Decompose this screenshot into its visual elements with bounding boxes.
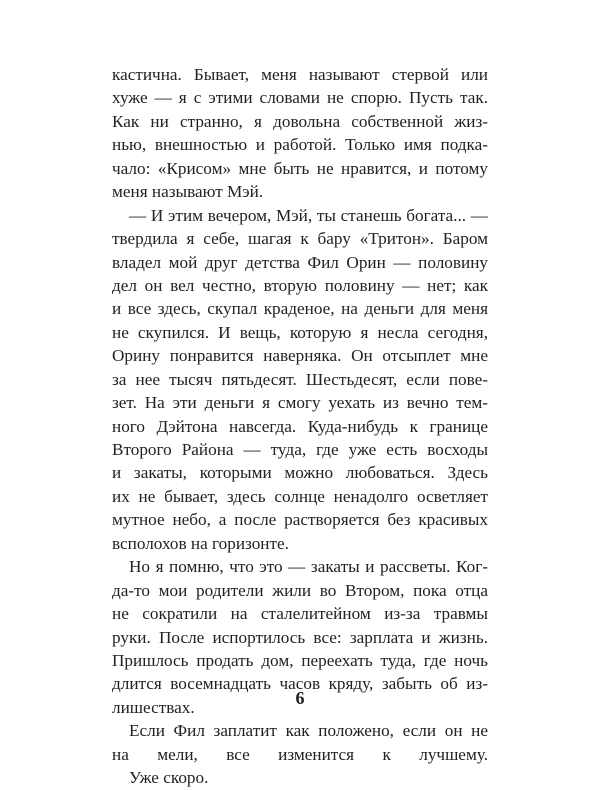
text-line: зет. На эти деньги я смогу уехать из вечно тем- <box>112 393 488 413</box>
text-line: и все здесь, скупал краденое, на деньги для меня <box>112 299 488 319</box>
paragraph <box>112 63 488 204</box>
text-line: меня называют Мэй. <box>112 182 264 202</box>
text-line: хуже — я с этими словами не спорю. Пусть так. <box>112 88 488 108</box>
text-line: на мели, все изменится к лучшему. <box>112 744 488 764</box>
paragraph <box>112 204 488 556</box>
text-line: их не бывает, здесь солнце ненадолго осветляет <box>112 486 488 506</box>
text-line: всполохов на горизонте. <box>112 533 289 553</box>
text-line: не скупился. И вещь, которую я несла сегодня, <box>112 322 488 342</box>
text-line: Пришлось продать дом, переехать туда, где ночь <box>112 650 488 670</box>
text-line: — И этим вечером, Мэй, ты станешь богата... — <box>129 205 488 225</box>
paragraph <box>112 766 488 789</box>
text-line: не сократили на сталелитейном из-за травмы <box>112 604 488 624</box>
text-line: Как ни странно, я довольна собственной жиз- <box>112 111 488 131</box>
text-line: нью, внешностью и работой. Только имя подка- <box>112 135 488 155</box>
text-line: за нее тысяч пятьдесят. Шестьдесят, если пове- <box>112 369 488 389</box>
text-line: да-то мои родители жили во Втором, пока отца <box>112 580 488 600</box>
text-line: твердила я себе, шагая к бару «Тритон». Баром <box>112 229 488 249</box>
text-line: длится восемнадцать часов кряду, забыть об из- <box>112 674 488 694</box>
body-text <box>112 63 488 790</box>
text-line: Но я помню, что это — закаты и рассветы. Ког- <box>129 557 488 577</box>
text-line: чало: «Крисом» мне быть не нравится, и потому <box>112 158 488 178</box>
paragraph <box>112 719 488 766</box>
text-line: лишествах. <box>112 697 195 717</box>
text-line: и закаты, которыми можно любоваться. Здесь <box>112 463 488 483</box>
text-line: Если Фил заплатит как положено, если он не <box>129 721 488 741</box>
text-line: Уже скоро. <box>129 768 209 788</box>
text-line: ного Дэйтона навсегда. Куда-нибудь к границе <box>112 416 488 436</box>
text-line: Орину понравится наверняка. Он отсыплет мне <box>112 346 488 366</box>
text-line: руки. После испортилось все: зарплата и жизнь. <box>112 627 488 647</box>
text-line: дел он вел честно, вторую половину — нет; как <box>112 275 488 295</box>
page-number: 6 <box>295 688 305 708</box>
text-line: владел мой друг детства Фил Орин — половину <box>112 252 488 272</box>
text-line: Второго Района — туда, где уже есть восходы <box>112 440 488 459</box>
text-line: мутное небо, а после растворяется без красивых <box>112 510 488 530</box>
text-line: кастична. Бывает, меня называют стервой или <box>112 65 488 84</box>
